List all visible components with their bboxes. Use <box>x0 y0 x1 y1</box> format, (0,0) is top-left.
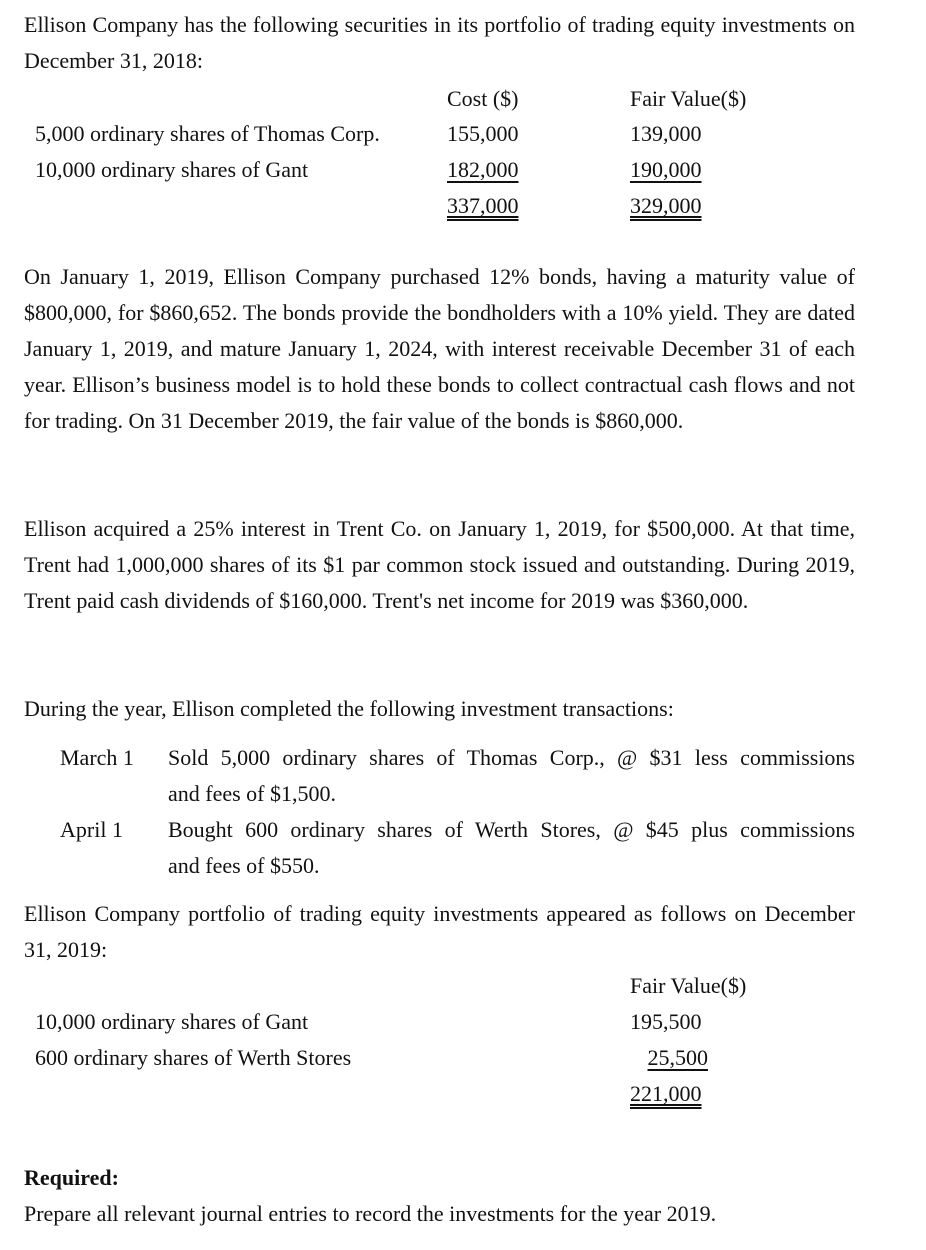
header-fair-value: Fair Value($) <box>630 973 747 998</box>
row-cost: 182,000 <box>447 157 519 182</box>
intro-paragraph: Ellison Company has the following securities in its portfolio of trading equity investments on December 31, 2018: <box>24 12 855 73</box>
row-label: 10,000 ordinary shares of Gant <box>35 1009 309 1034</box>
total-fair-value: 221,000 <box>630 1081 702 1106</box>
transaction-date: April 1 <box>60 817 123 842</box>
row-label: 10,000 ordinary shares of Gant <box>35 157 309 182</box>
row-fair-value: 195,500 <box>630 1009 702 1034</box>
row-cost: 155,000 <box>447 121 519 146</box>
row-label: 600 ordinary shares of Werth Stores <box>35 1045 352 1070</box>
row-fair-value: 139,000 <box>630 121 702 146</box>
transaction-line: and fees of $550. <box>168 853 320 878</box>
transactions-intro: During the year, Ellison completed the following investment transactions: <box>24 696 674 721</box>
row-fair-value: 190,000 <box>630 157 702 182</box>
required-label: Required: <box>24 1165 119 1190</box>
row-fair-value: 25,500 <box>647 1045 708 1070</box>
transaction-line: Sold 5,000 ordinary shares of Thomas Corp., @ $31 less commissions <box>168 745 855 770</box>
trent-paragraph: Ellison acquired a 25% interest in Trent Co. on January 1, 2019, for $500,000. At that time, Trent had 1,000,000 shares of its $1 par common stock issued and outstanding. During 2019, Trent paid cash dividends of $160,000. Trent's net income for 2019 was $360,000. <box>24 516 855 613</box>
total-cost: 337,000 <box>447 193 519 218</box>
bonds-paragraph: On January 1, 2019, Ellison Company purchased 12% bonds, having a maturity value of $800,000, for $860,652. The bonds provide the bondholders with a 10% yield. They are dated January 1, 2019, and mature January 1, 2024, with interest receivable December 31 of each year. Ellison’s business model is to hold these bonds to collect contractual cash flows and not for trading. On 31 December 2019, the fair value of the bonds is $860,000. <box>24 264 855 433</box>
required-text: Prepare all relevant journal entries to record the investments for the year 2019. <box>24 1201 717 1226</box>
row-label: 5,000 ordinary shares of Thomas Corp. <box>35 121 380 146</box>
transaction-date: March 1 <box>60 745 134 770</box>
header-cost: Cost ($) <box>447 86 519 111</box>
transaction-line: and fees of $1,500. <box>168 781 337 806</box>
header-fair-value: Fair Value($) <box>630 86 747 111</box>
transaction-line: Bought 600 ordinary shares of Werth Stores, @ $45 plus commissions <box>168 817 855 842</box>
portfolio-2019-intro: Ellison Company portfolio of trading equity investments appeared as follows on December 31, 2019: <box>24 901 855 962</box>
total-fair-value: 329,000 <box>630 193 702 218</box>
